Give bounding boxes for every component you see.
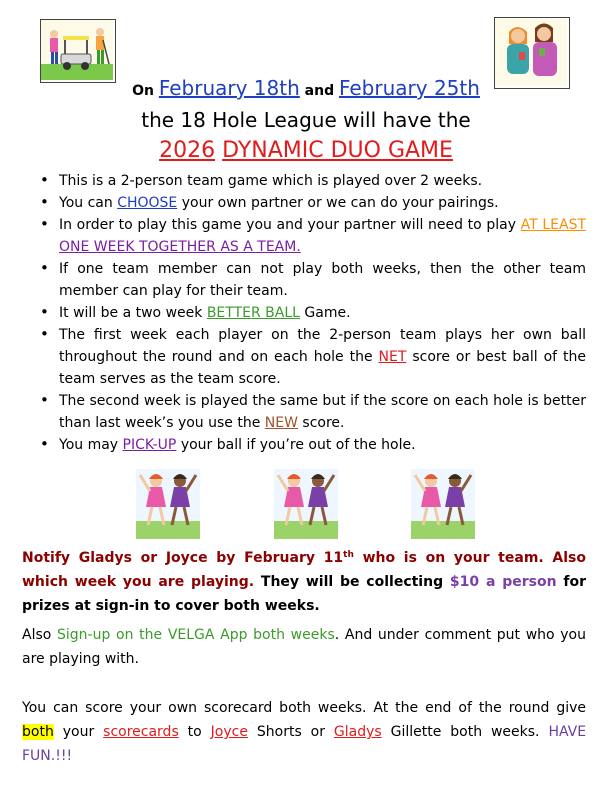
rule-text: score or best ball of the team serves as the team score. [59,349,587,387]
notify-text: for prizes at sign-in to cover both weeks. [22,574,586,614]
rule-text: The second week is played the same but if the score on each hole is better than last week’s you use the [59,393,586,431]
scorecard-text: to [187,724,202,740]
rule-item [38,258,586,302]
dancing-girls-clipart [274,469,338,539]
scorecards-highlight: scorecards [103,724,179,740]
rule-text: The first week each player on the 2-person team plays her own ball throughout the round and on each hole the [59,327,586,365]
signup-text: . And under comment put who you are playing with. [22,627,586,667]
notify-sup: th [343,550,354,560]
dancing-girls-clipart [411,469,475,539]
notify-paragraph [22,546,586,618]
and-label: and [304,83,335,99]
signup-highlight: Sign-up on the VELGA App both weeks [57,627,335,643]
scorecard-paragraph [22,696,586,768]
net-highlight: NET [378,349,407,365]
scorecard-text: Shorts or [256,724,325,740]
rule-text: your own partner or we can do your pairings. [181,195,499,211]
dancing-girls-clipart [136,469,200,539]
choose-highlight: CHOOSE [117,195,178,211]
both-highlight: both [22,724,54,740]
joyce-name: Joyce [210,724,248,740]
rule-text: You may [59,437,119,453]
notify-text: who is on your team. Also which week you are playing. [22,550,587,590]
game-year: 2026 [159,138,216,163]
notify-text: They will be collecting [260,574,444,590]
rule-text: score. [302,415,345,431]
golf-cart-clipart [40,19,116,83]
scorecard-text: your [62,724,95,740]
rules-list [38,170,586,456]
date-second-week: February 25th [338,76,480,100]
have-fun-text: HAVE FUN.!!! [22,724,587,764]
rule-text: In order to play this game you and your partner will need to play [59,217,516,233]
game-title [0,138,612,163]
rule-item [38,434,586,456]
date-first-week: February 18th [158,76,300,100]
rule-text: If one team member can not play both weeks, then the other team member can play for their team. [59,261,586,299]
scorecard-text: You can score your own scorecard both weeks. At the end of the round give [22,700,586,716]
rule-item [38,170,586,192]
rule-item [38,214,586,258]
rule-text: This is a 2-person team game which is played over 2 weeks. [59,173,483,189]
game-name: DYNAMIC DUO GAME [222,138,453,163]
league-line: the 18 Hole League will have the [141,108,471,132]
rule-item [38,302,586,324]
one-week-highlight: ONE WEEK TOGETHER AS A TEAM. [59,239,301,255]
rule-text: You can [59,195,113,211]
at-least-highlight: AT LEAST [520,217,587,233]
rule-item [38,192,586,214]
notify-text: Notify Gladys or Joyce by February 11 [22,550,344,566]
gladys-name: Gladys [333,724,382,740]
rule-text: It will be a two week [59,305,203,321]
better-ball-highlight: BETTER BALL [206,305,300,321]
rule-item [38,324,586,390]
new-highlight: NEW [264,415,298,431]
rule-text: Game. [304,305,351,321]
signup-text: Also [22,627,52,643]
signup-paragraph [22,623,586,671]
pick-up-highlight: PICK-UP [122,437,177,453]
rule-item [38,390,586,434]
rule-text: your ball if you’re out of the hole. [180,437,416,453]
date-header [0,76,612,100]
scorecard-text: Gillette both weeks. [390,724,540,740]
fee-amount: $10 a person [449,574,557,590]
on-label: On [132,83,154,99]
